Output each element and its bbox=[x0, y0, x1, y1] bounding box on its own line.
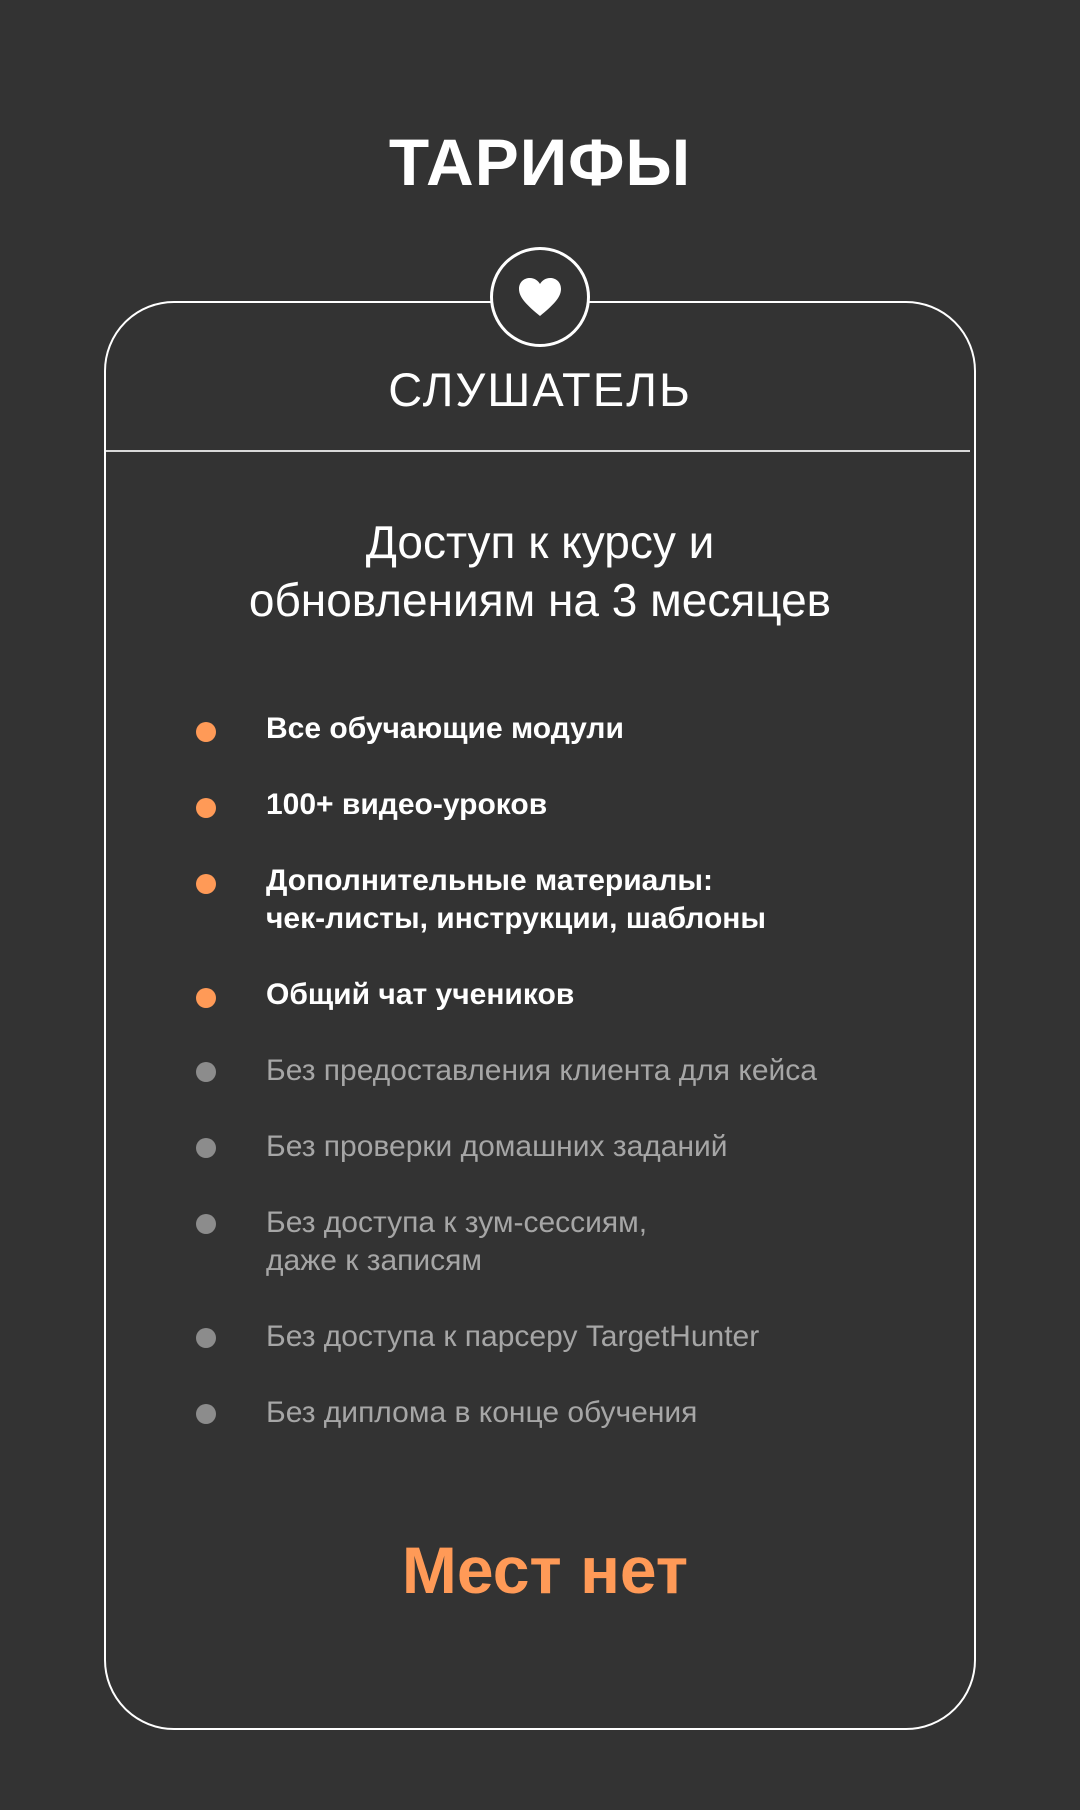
feature-text bbox=[266, 862, 956, 938]
availability-status: Мест нет bbox=[401, 1533, 689, 1607]
bullet-dot bbox=[196, 874, 216, 894]
heart-icon bbox=[518, 277, 562, 317]
feature-line: чек-листы, инструкции, шаблоны bbox=[266, 902, 767, 935]
bullet-dot bbox=[196, 1138, 216, 1158]
feature-text bbox=[266, 710, 956, 748]
feature-text bbox=[266, 1204, 956, 1280]
bullet-dot bbox=[196, 988, 216, 1008]
feature-line: Без предоставления клиента для кейса bbox=[266, 1054, 817, 1087]
feature-text bbox=[266, 1128, 956, 1166]
page-title: ТАРИФЫ bbox=[388, 125, 692, 199]
bullet-dot bbox=[196, 1062, 216, 1082]
feature-line: Без доступа к зум-сессиям, bbox=[266, 1206, 648, 1239]
bullet-dot bbox=[196, 798, 216, 818]
bullet-dot bbox=[196, 1328, 216, 1348]
access-line: обновлениям на 3 месяцев bbox=[248, 574, 832, 626]
feature-line: Все обучающие модули bbox=[266, 712, 624, 745]
bullet-dot bbox=[196, 1404, 216, 1424]
bullet-dot bbox=[196, 722, 216, 742]
feature-text bbox=[266, 786, 956, 824]
feature-line: Без доступа к парсеру TargetHunter bbox=[266, 1320, 760, 1353]
feature-line: Без диплома в конце обучения bbox=[266, 1396, 698, 1429]
feature-line: даже к записям bbox=[266, 1244, 483, 1277]
feature-line: 100+ видео-уроков bbox=[266, 788, 548, 821]
feature-line: Дополнительные материалы: bbox=[266, 864, 713, 897]
feature-line: Общий чат учеников bbox=[266, 978, 575, 1011]
feature-line: Без проверки домашних заданий bbox=[266, 1130, 728, 1163]
feature-text bbox=[266, 976, 956, 1014]
tier-name: СЛУШАТЕЛЬ bbox=[388, 363, 692, 416]
access-description bbox=[140, 513, 940, 629]
feature-text bbox=[266, 1394, 956, 1432]
feature-text bbox=[266, 1318, 956, 1356]
card-divider bbox=[106, 450, 970, 452]
feature-text bbox=[266, 1052, 956, 1090]
bullet-dot bbox=[196, 1214, 216, 1234]
access-line: Доступ к курсу и bbox=[365, 516, 715, 568]
tariff-icon-badge bbox=[490, 247, 590, 347]
